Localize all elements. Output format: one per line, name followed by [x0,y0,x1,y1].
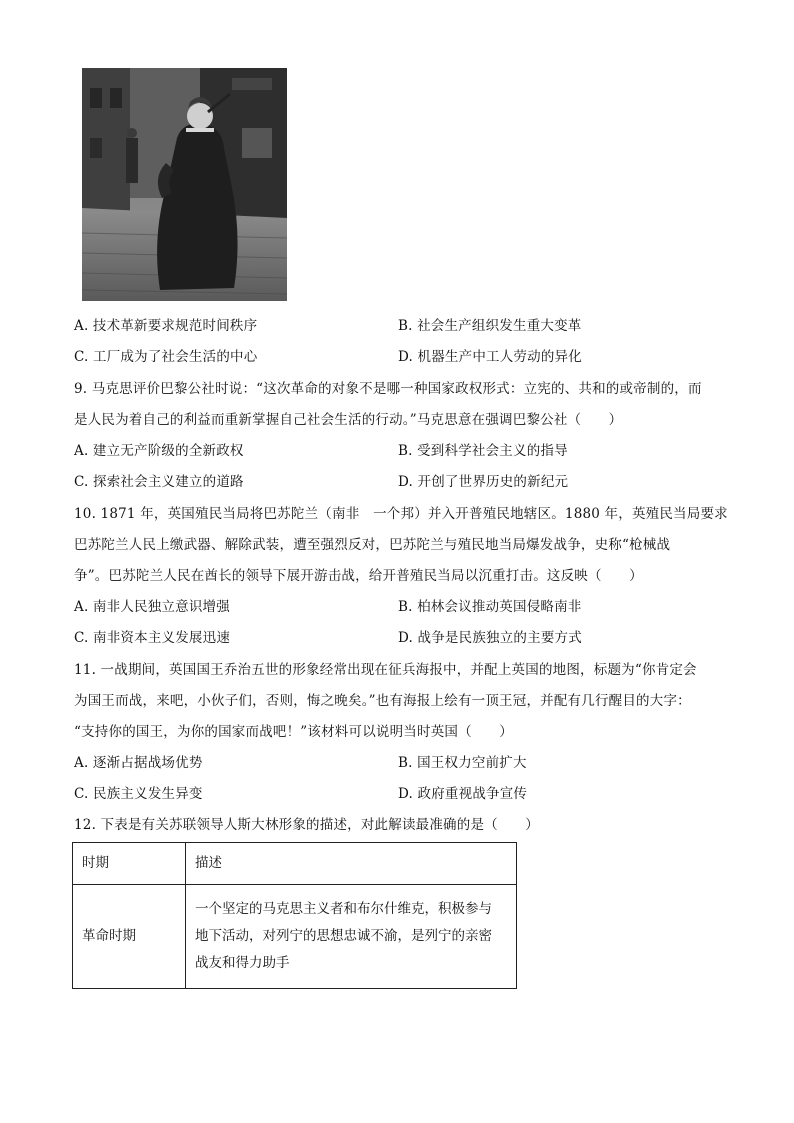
q10-stem-line-2: 巴苏陀兰人民上缴武器、解除武装，遭至强烈反对，巴苏陀兰与殖民地当局爆发战争，史称“枪械战 [74,537,671,553]
q12-stem: 12. 下表是有关苏联领导人斯大林形象的描述，对此解读最准确的是（ ） [74,817,539,833]
stalin-image-table [72,842,517,989]
q11-option-c: C. 民族主义发生异变 [74,786,203,802]
q8-option-d: D. 机器生产中工人劳动的异化 [398,349,582,365]
q9-stem-line-2: 是人民为着自己的利益而重新掌握自己社会生活的行动。”马克思意在强调巴黎公社（ ） [74,412,623,428]
description-line-1: 一个坚定的马克思主义者和布尔什维克，积极参与 [195,901,492,917]
q11-option-d: D. 政府重视战争宣传 [398,786,528,802]
street-photo-figure-icon [82,68,287,301]
q10-stem-line-1: 10. 1871 年，英国殖民当局将巴苏陀兰（南非 一个邦）并入开普殖民地辖区。1880 年，英殖民当局要求 [74,506,728,522]
q11-stem-line-1: 11. 一战期间，英国国王乔治五世的形象经常出现在征兵海报中，并配上英国的地图，标题为“你肯定会 [74,662,697,678]
q10-option-d: D. 战争是民族独立的主要方式 [398,630,582,646]
table-header-period: 时期 [73,843,186,885]
q11-stem-line-2: 为国王而战，来吧，小伙子们，否则，悔之晚矣。”也有海报上绘有一顶王冠，并配有几行醒目的大字： [74,693,691,709]
q11-stem-line-3: “支持你的国王，为你的国家而战吧！”该材料可以说明当时英国（ ） [74,724,513,740]
q10-option-c: C. 南非资本主义发展迅速 [74,630,231,646]
q9-option-b: B. 受到科学社会主义的指导 [398,443,568,459]
table-cell-period: 革命时期 [73,885,186,989]
q10-option-b: B. 柏林会议推动英国侵略南非 [398,599,582,615]
q8-option-c: C. 工厂成为了社会生活的中心 [74,349,258,365]
q9-stem-line-1: 9. 马克思评价巴黎公社时说：“这次革命的对象不是哪一种国家政权形式：立宪的、共和的或帝制的，而 [74,381,702,397]
table-header-description: 描述 [186,843,517,885]
q8-option-a: A. 技术革新要求规范时间秩序 [74,318,258,334]
q11-option-a: A. 逐渐占据战场优势 [74,755,203,771]
table-row [73,885,517,989]
q9-option-d: D. 开创了世界历史的新纪元 [398,474,569,490]
q10-stem-line-3: 争”。巴苏陀兰人民在酋长的领导下展开游击战，给开普殖民当局以沉重打击。这反映（ ） [74,568,643,584]
table-header-row [73,843,517,885]
q9-option-a: A. 建立无产阶级的全新政权 [74,443,244,459]
q10-option-a: A. 南非人民独立意识增强 [74,599,230,615]
q11-option-b: B. 国王权力空前扩大 [398,755,527,771]
street-photo [82,68,287,301]
description-line-3: 战友和得力助手 [195,955,290,971]
q8-option-b: B. 社会生产组织发生重大变革 [398,318,582,334]
q9-option-c: C. 探索社会主义建立的道路 [74,474,244,490]
table-cell-description [186,885,517,989]
description-line-2: 地下活动，对列宁的思想忠诚不渝，是列宁的亲密 [195,928,492,944]
